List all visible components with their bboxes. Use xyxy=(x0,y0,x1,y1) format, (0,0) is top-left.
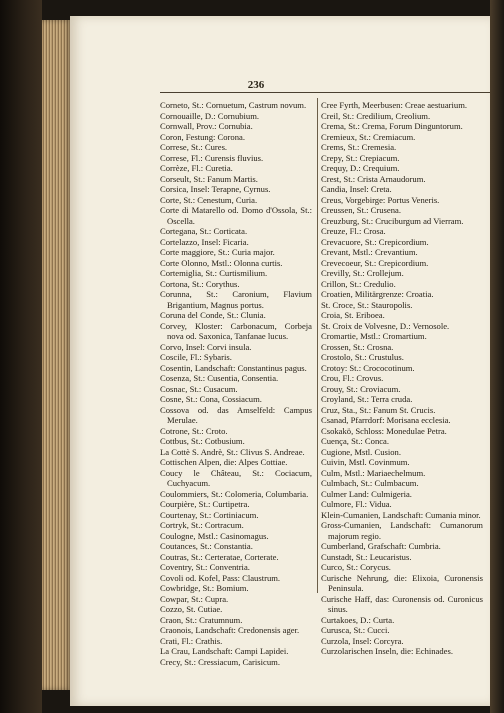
index-entry: Curzolarischen Inseln, die: Echinades. xyxy=(321,646,453,656)
index-entry: Cortona, St.: Corythus. xyxy=(160,278,240,289)
index-entry: Curische Haff, das: Curonensis od. Curonicus sinus. xyxy=(321,593,483,614)
index-entry: Crouy, St.: Croviacum. xyxy=(321,383,401,394)
index-entry: Crou, Fl.: Crovus. xyxy=(321,373,384,383)
index-entry: Crems, St.: Cremesia. xyxy=(321,142,397,152)
index-entry: Cree Fyrth, Meerbusen: Creae aestuarium. xyxy=(321,100,468,110)
index-entry: Curzola, Insel: Corcyra. xyxy=(321,635,404,646)
left-column xyxy=(160,100,312,667)
index-entry: Crepy, St.: Crepiacum. xyxy=(321,152,400,163)
index-entry: Croia, St. Eriboea. xyxy=(321,310,385,320)
index-entry: Crecy, St.: Cressiacum, Carisicum. xyxy=(160,656,280,667)
index-entry: Curtakoes, D.: Curta. xyxy=(321,614,395,625)
index-entry: La Cottè S. Andrè, St.: Clivus S. Andreae. xyxy=(160,446,305,457)
index-entry: Coruna del Conde, St.: Clunia. xyxy=(160,310,266,320)
index-entry: La Crau, Landschaft: Campi Lapidei. xyxy=(160,646,289,656)
index-entry: Corvo, Insel: Corvi insula. xyxy=(160,341,252,352)
index-entry: Cromartie, Mstl.: Cromartium. xyxy=(321,331,427,341)
index-entry: Crevecoeur, St.: Crepicordium. xyxy=(321,257,429,268)
index-entry: St. Croce, St.: Stauropolis. xyxy=(321,299,413,310)
index-entry: Cortelazzo, Insel: Ficaria. xyxy=(160,236,249,247)
index-entry: Cunstadt, St.: Leucaristus. xyxy=(321,551,412,562)
index-entry: Crevilly, St.: Crollejum. xyxy=(321,268,404,278)
index-entry: Creus, Vorgebirge: Portus Veneris. xyxy=(321,194,440,205)
index-entry: Coscile, Fl.: Sybaris. xyxy=(160,352,232,362)
index-entry: Covoli od. Kofel, Pass: Claustrum. xyxy=(160,572,281,583)
index-entry: Cortryk, St.: Cortracum. xyxy=(160,520,244,530)
index-entry: Cortegana, St.: Corticata. xyxy=(160,226,248,236)
index-entry: Cortemiglia, St.: Curtismilium. xyxy=(160,268,268,278)
index-entry: Crevant, Mstl.: Crevantium. xyxy=(321,247,418,257)
index-entry: Cowpar, St.: Cupra. xyxy=(160,593,229,604)
index-entry: Corneto, St.: Cornuetum, Castrum novum. xyxy=(160,100,307,110)
index-entry: Crillon, St.: Credulio. xyxy=(321,278,396,289)
index-entry: Cozzo, St. Cutiae. xyxy=(160,604,223,614)
index-entry: Candia, Insel: Creta. xyxy=(321,184,392,194)
index-entry: Coventry, St.: Conventria. xyxy=(160,562,250,572)
index-entry: Coulogne, Mstl.: Casinomagus. xyxy=(160,530,269,541)
index-entry: Corsica, Insel: Terapne, Cyrnus. xyxy=(160,184,271,194)
index-entry: Cosentin, Landschaft: Constantinus pagus. xyxy=(160,362,307,373)
index-entry: Correse, Fl.: Curensis fluvius. xyxy=(160,152,264,163)
index-entry: Crostolo, St.: Crustulus. xyxy=(321,352,404,362)
index-entry: Creussen, St.: Crusena. xyxy=(321,205,401,215)
index-entry: Cremieux, St.: Cremiacum. xyxy=(321,131,416,142)
index-entry: Corunna, St.: Caronium, Flavium Brigantium, Magnus portus. xyxy=(160,289,312,310)
index-entry: Coutras, St.: Certeratae, Corterate. xyxy=(160,551,279,562)
index-entry: Croatien, Militärgrenze: Croatia. xyxy=(321,289,434,299)
index-entry: Cugione, Mstl. Cusion. xyxy=(321,446,401,457)
index-entry: Craonois, Landschaft: Credonensis ager. xyxy=(160,625,300,635)
header-rule xyxy=(160,92,490,93)
index-entry: Croyland, St.: Terra cruda. xyxy=(321,394,413,404)
column-divider xyxy=(317,98,318,593)
index-entry: Courtenay, St.: Cortiniacum. xyxy=(160,509,259,520)
right-column xyxy=(321,100,483,657)
index-entry: Corte Olonno, Mstl.: Olonna curtis. xyxy=(160,257,283,268)
index-entry: Creil, St.: Credilium, Creolium. xyxy=(321,110,431,121)
index-entry: Curische Nehrung, die: Elixoia, Curonensis Peninsula. xyxy=(321,572,483,593)
index-entry: Cosne, St.: Cona, Cossiacum. xyxy=(160,394,262,404)
page-number: 236 xyxy=(247,79,265,91)
index-entry: Culmore, Fl.: Vidua. xyxy=(321,499,392,509)
index-entry: Csanad, Pfarrdorf: Morisana ecclesia. xyxy=(321,415,451,425)
index-entry: Correse, St.: Cures. xyxy=(160,142,228,152)
index-entry: Cornouaille, D.: Cornubium. xyxy=(160,110,260,121)
index-entry: Cottischen Alpen, die: Alpes Cottiae. xyxy=(160,457,288,467)
index-entry: Culm, Mstl.: Mariaechelmum. xyxy=(321,467,426,478)
index-entry: Cuivin, Mstl. Covinmum. xyxy=(321,457,410,467)
index-entry: Cowbridge, St.: Bomium. xyxy=(160,583,249,593)
index-entry: Corseult, St.: Fanum Martis. xyxy=(160,173,258,184)
index-entry: Coron, Festung: Corona. xyxy=(160,131,245,142)
index-entry: Corte maggiore, St.: Curia major. xyxy=(160,247,275,257)
index-entry: Cotrone, St.: Croto. xyxy=(160,425,228,436)
index-entry: Cossova od. das Amselfeld: Campus Merulae. xyxy=(160,404,312,425)
index-entry: Crevacuore, St.: Crepicordium. xyxy=(321,236,429,247)
index-entry: Corrèze, Fl.: Curetia. xyxy=(160,163,233,173)
index-entry: Cuença, St.: Conca. xyxy=(321,436,390,446)
index-entry: Gross-Cumanien, Landschaft: Cumanorum majorum regio. xyxy=(321,520,483,541)
index-entry: Corte, St.: Cenestum, Curia. xyxy=(160,194,258,205)
index-entry: Cottbus, St.: Cotbusium. xyxy=(160,436,245,446)
index-entry: St. Croix de Volvesne, D.: Vernosole. xyxy=(321,320,450,331)
index-entry: Cumberland, Grafschaft: Cumbria. xyxy=(321,541,441,551)
index-entry: Cruz, Sta., St.: Fanum St. Crucis. xyxy=(321,404,436,415)
index-entry: Coutances, St.: Constantia. xyxy=(160,541,253,551)
index-entry: Culmbach, St.: Culmbacum. xyxy=(321,478,419,488)
index-entry: Creuze, Fl.: Crosa. xyxy=(321,226,386,236)
index-entry: Courpière, St.: Curtipetra. xyxy=(160,499,250,509)
index-entry: Crotoy: St.: Crococotinum. xyxy=(321,362,415,373)
index-entry: Crati, Fl.: Crathis. xyxy=(160,635,223,646)
index-entry: Corte di Matarello od. Domo d'Ossola, St.: Oscella. xyxy=(160,205,312,226)
index-entry: Curco, St.: Corycus. xyxy=(321,562,391,572)
right-shadow xyxy=(490,0,504,713)
index-entry: Curusca, St.: Cucci. xyxy=(321,625,390,635)
index-entry: Coucy le Château, St.: Cociacum, Cuchyacum. xyxy=(160,467,312,488)
index-entry: Culmer Land: Culmigeria. xyxy=(321,488,412,499)
book-gutter xyxy=(0,0,42,713)
index-entry: Crema, St.: Crema, Forum Dinguntorum. xyxy=(321,121,463,131)
page-edges xyxy=(42,20,72,690)
index-entry: Cornwall, Prov.: Cornubia. xyxy=(160,121,253,131)
index-entry: Cosenza, St.: Cusentia, Consentia. xyxy=(160,373,279,383)
index-entry: Coulommiers, St.: Colomeria, Columbaria. xyxy=(160,488,309,499)
index-entry: Cosnac, St.: Cusacum. xyxy=(160,383,238,394)
index-entry: Craon, St.: Cratumnum. xyxy=(160,614,243,625)
index-entry: Creuzburg, St.: Cruciburgum ad Vierram. xyxy=(321,215,464,226)
index-entry: Csokakö, Schloss: Monedulae Petra. xyxy=(321,425,447,436)
index-entry: Klein-Cumanien, Landschaft: Cumania minor. xyxy=(321,509,481,520)
index-entry: Crequy, D.: Crequium. xyxy=(321,163,400,173)
index-entry: Corvey, Kloster: Carbonacum, Corbeja nova od. Saxonica, Tanfanae lucus. xyxy=(160,320,312,341)
index-entry: Crossen, St.: Crosna. xyxy=(321,341,394,352)
index-entry: Crest, St.: Crista Arnaudorum. xyxy=(321,173,426,184)
